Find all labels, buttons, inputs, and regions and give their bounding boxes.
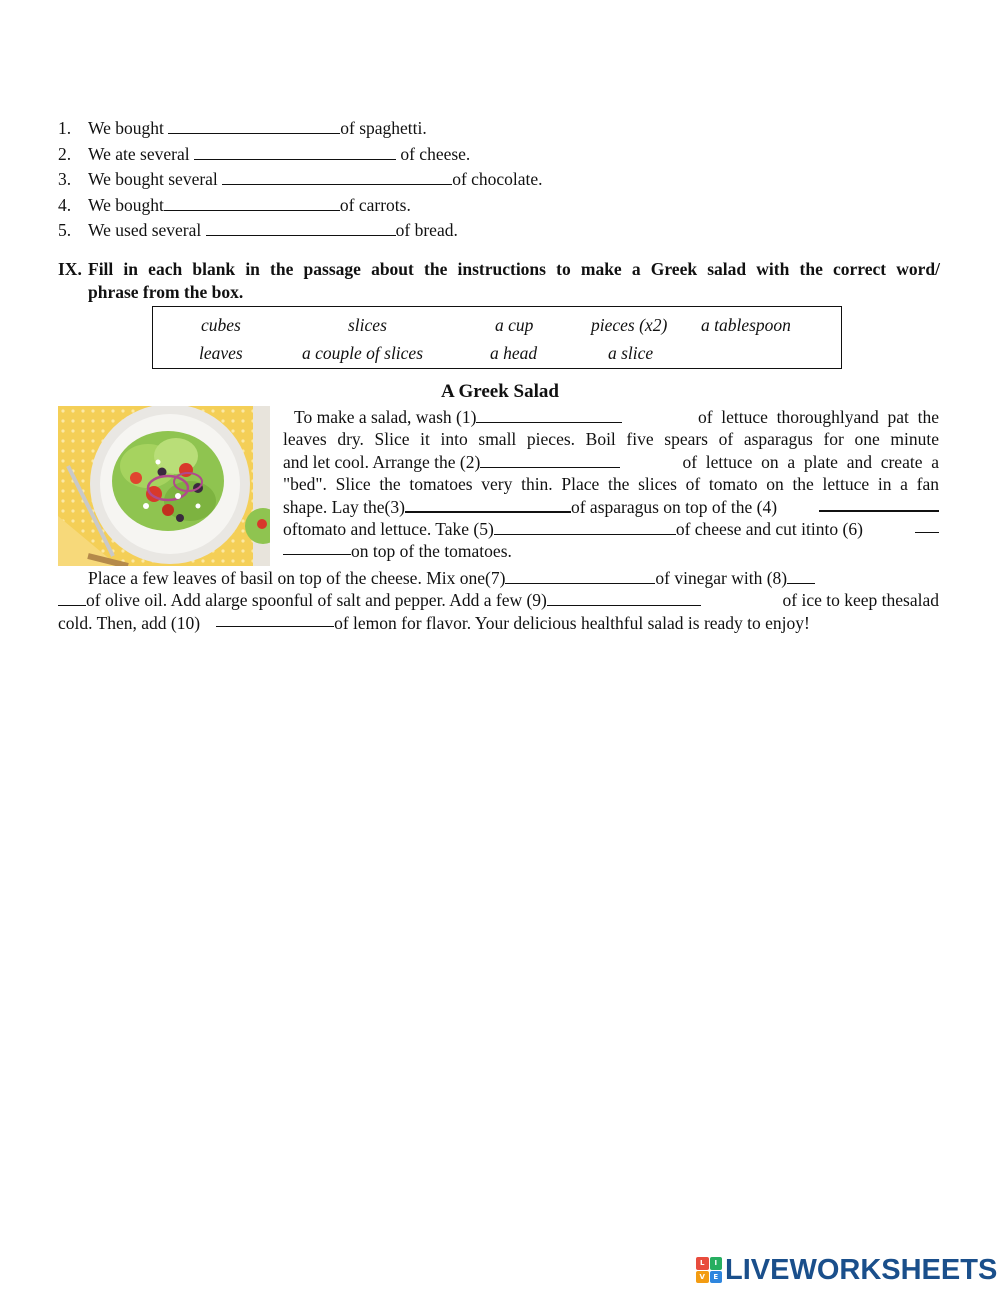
item-number: 1. xyxy=(58,118,72,138)
logo-letter: I xyxy=(710,1257,723,1270)
item-text: of carrots. xyxy=(339,194,411,215)
logo-mark-icon xyxy=(696,1257,722,1283)
passage-text: shape. Lay the(3) xyxy=(283,496,405,517)
passage-line xyxy=(283,406,939,428)
word-option[interactable]: a cup xyxy=(495,315,534,335)
item-number: 4. xyxy=(58,194,72,215)
passage-line xyxy=(58,612,939,634)
instruction-line: phrase from the box. xyxy=(88,282,244,302)
passage-text: leaves dry. Slice it into small pieces. Boil five spears of asparagus for one minute xyxy=(283,429,939,450)
salad-photo xyxy=(58,406,270,566)
passage-line xyxy=(58,567,939,589)
exercise-item-2 xyxy=(58,142,758,168)
passage-text: cold. Then, add (10) xyxy=(58,612,201,633)
salad-illustration xyxy=(58,406,270,566)
item-text: We used several xyxy=(88,220,206,241)
passage-line xyxy=(283,496,939,518)
passage-text: of lettuce on a plate and create a xyxy=(682,451,939,472)
passage-text: of olive oil. Add alarge spoonful of salt and pepper. Add a few (9) xyxy=(86,590,547,611)
passage-line xyxy=(283,428,939,450)
passage-text: of cheese and cut itinto (6) xyxy=(675,518,863,539)
passage-line xyxy=(58,589,939,611)
logo-letter: V xyxy=(696,1271,709,1284)
answer-blank-1[interactable] xyxy=(168,119,340,134)
word-option[interactable]: a slice xyxy=(608,343,654,363)
passage-blank-5[interactable] xyxy=(494,520,676,535)
passage-paragraph-2 xyxy=(58,567,939,634)
logo-text: LIVEWORKSHEETS xyxy=(725,1253,998,1286)
passage-text: oftomato and lettuce. Take (5) xyxy=(283,518,494,539)
passage-text: on top of the tomatoes. xyxy=(351,541,512,562)
item-text: We bought xyxy=(88,194,164,215)
answer-blank-5[interactable] xyxy=(206,221,396,236)
passage-line xyxy=(283,451,939,473)
passage-text: of asparagus on top of the (4) xyxy=(570,496,778,517)
item-number: 5. xyxy=(58,220,72,241)
exercise-list xyxy=(58,116,758,244)
answer-blank-2[interactable] xyxy=(194,145,396,160)
passage-text: of ice to keep thesalad xyxy=(782,590,939,611)
word-option[interactable]: slices xyxy=(348,315,387,335)
item-text: We bought xyxy=(88,118,169,138)
word-box xyxy=(152,306,842,369)
item-text: We ate several xyxy=(88,143,194,164)
passage-text: of vinegar with (8) xyxy=(655,568,788,588)
passage-text: To make a salad, wash (1) xyxy=(294,407,477,427)
logo-letter: E xyxy=(710,1271,723,1284)
word-option[interactable]: a tablespoon xyxy=(701,315,791,335)
passage-blank-1[interactable] xyxy=(476,408,622,423)
exercise-item-4 xyxy=(58,193,758,219)
logo-letter: L xyxy=(696,1257,709,1270)
word-option[interactable]: cubes xyxy=(201,315,241,335)
passage-blank-7[interactable] xyxy=(505,569,655,584)
liveworksheets-logo xyxy=(696,1254,997,1286)
passage-blank-3[interactable] xyxy=(405,497,571,513)
word-option[interactable]: pieces (x2) xyxy=(591,315,668,335)
passage-blank-8-cont[interactable] xyxy=(58,591,86,606)
passage-text: Place a few leaves of basil on top of the cheese. Mix one(7) xyxy=(88,568,506,588)
passage-text: of lettuce thoroughlyand pat the xyxy=(697,407,939,427)
word-option[interactable]: a couple of slices xyxy=(302,343,424,363)
passage-line xyxy=(283,540,939,562)
passage-blank-4[interactable] xyxy=(819,496,939,512)
passage-text: "bed". Slice the tomatoes very thin. Place the slices of tomato on the lettuce in a fan xyxy=(283,474,939,495)
item-number: 3. xyxy=(58,169,72,190)
item-text: of cheese. xyxy=(395,143,471,164)
item-text: of bread. xyxy=(395,220,458,241)
passage-blank-2[interactable] xyxy=(480,453,620,468)
passage-line xyxy=(283,473,939,495)
word-option[interactable]: a head xyxy=(490,343,538,363)
answer-blank-3[interactable] xyxy=(222,170,452,185)
passage-blank-10[interactable] xyxy=(216,612,334,627)
passage-line xyxy=(283,518,939,540)
exercise-item-3 xyxy=(58,167,758,193)
item-number: 2. xyxy=(58,143,72,164)
passage-paragraph-1 xyxy=(283,406,939,563)
passage-blank-6-cont[interactable] xyxy=(283,540,351,555)
passage-blank-6[interactable] xyxy=(915,518,939,533)
exercise-item-5 xyxy=(58,218,758,244)
item-text: of spaghetti. xyxy=(340,118,427,138)
exercise-item-1 xyxy=(58,116,758,142)
word-option[interactable]: leaves xyxy=(199,343,243,363)
section-number: IX. xyxy=(58,259,82,279)
section-instruction xyxy=(88,258,940,304)
passage-blank-9[interactable] xyxy=(547,591,701,606)
passage-blank-8[interactable] xyxy=(787,569,815,584)
instruction-line: Fill in each blank in the passage about the instructions to make a Greek salad with the correct word/ xyxy=(88,259,940,279)
item-text: We bought several xyxy=(88,169,223,190)
passage-text: and let cool. Arrange the (2) xyxy=(283,451,481,472)
item-text: of chocolate. xyxy=(452,169,543,190)
passage-title: A Greek Salad xyxy=(441,381,559,402)
passage-text: of lemon for flavor. Your delicious healthful salad is ready to enjoy! xyxy=(334,612,810,633)
answer-blank-4[interactable] xyxy=(164,196,340,211)
